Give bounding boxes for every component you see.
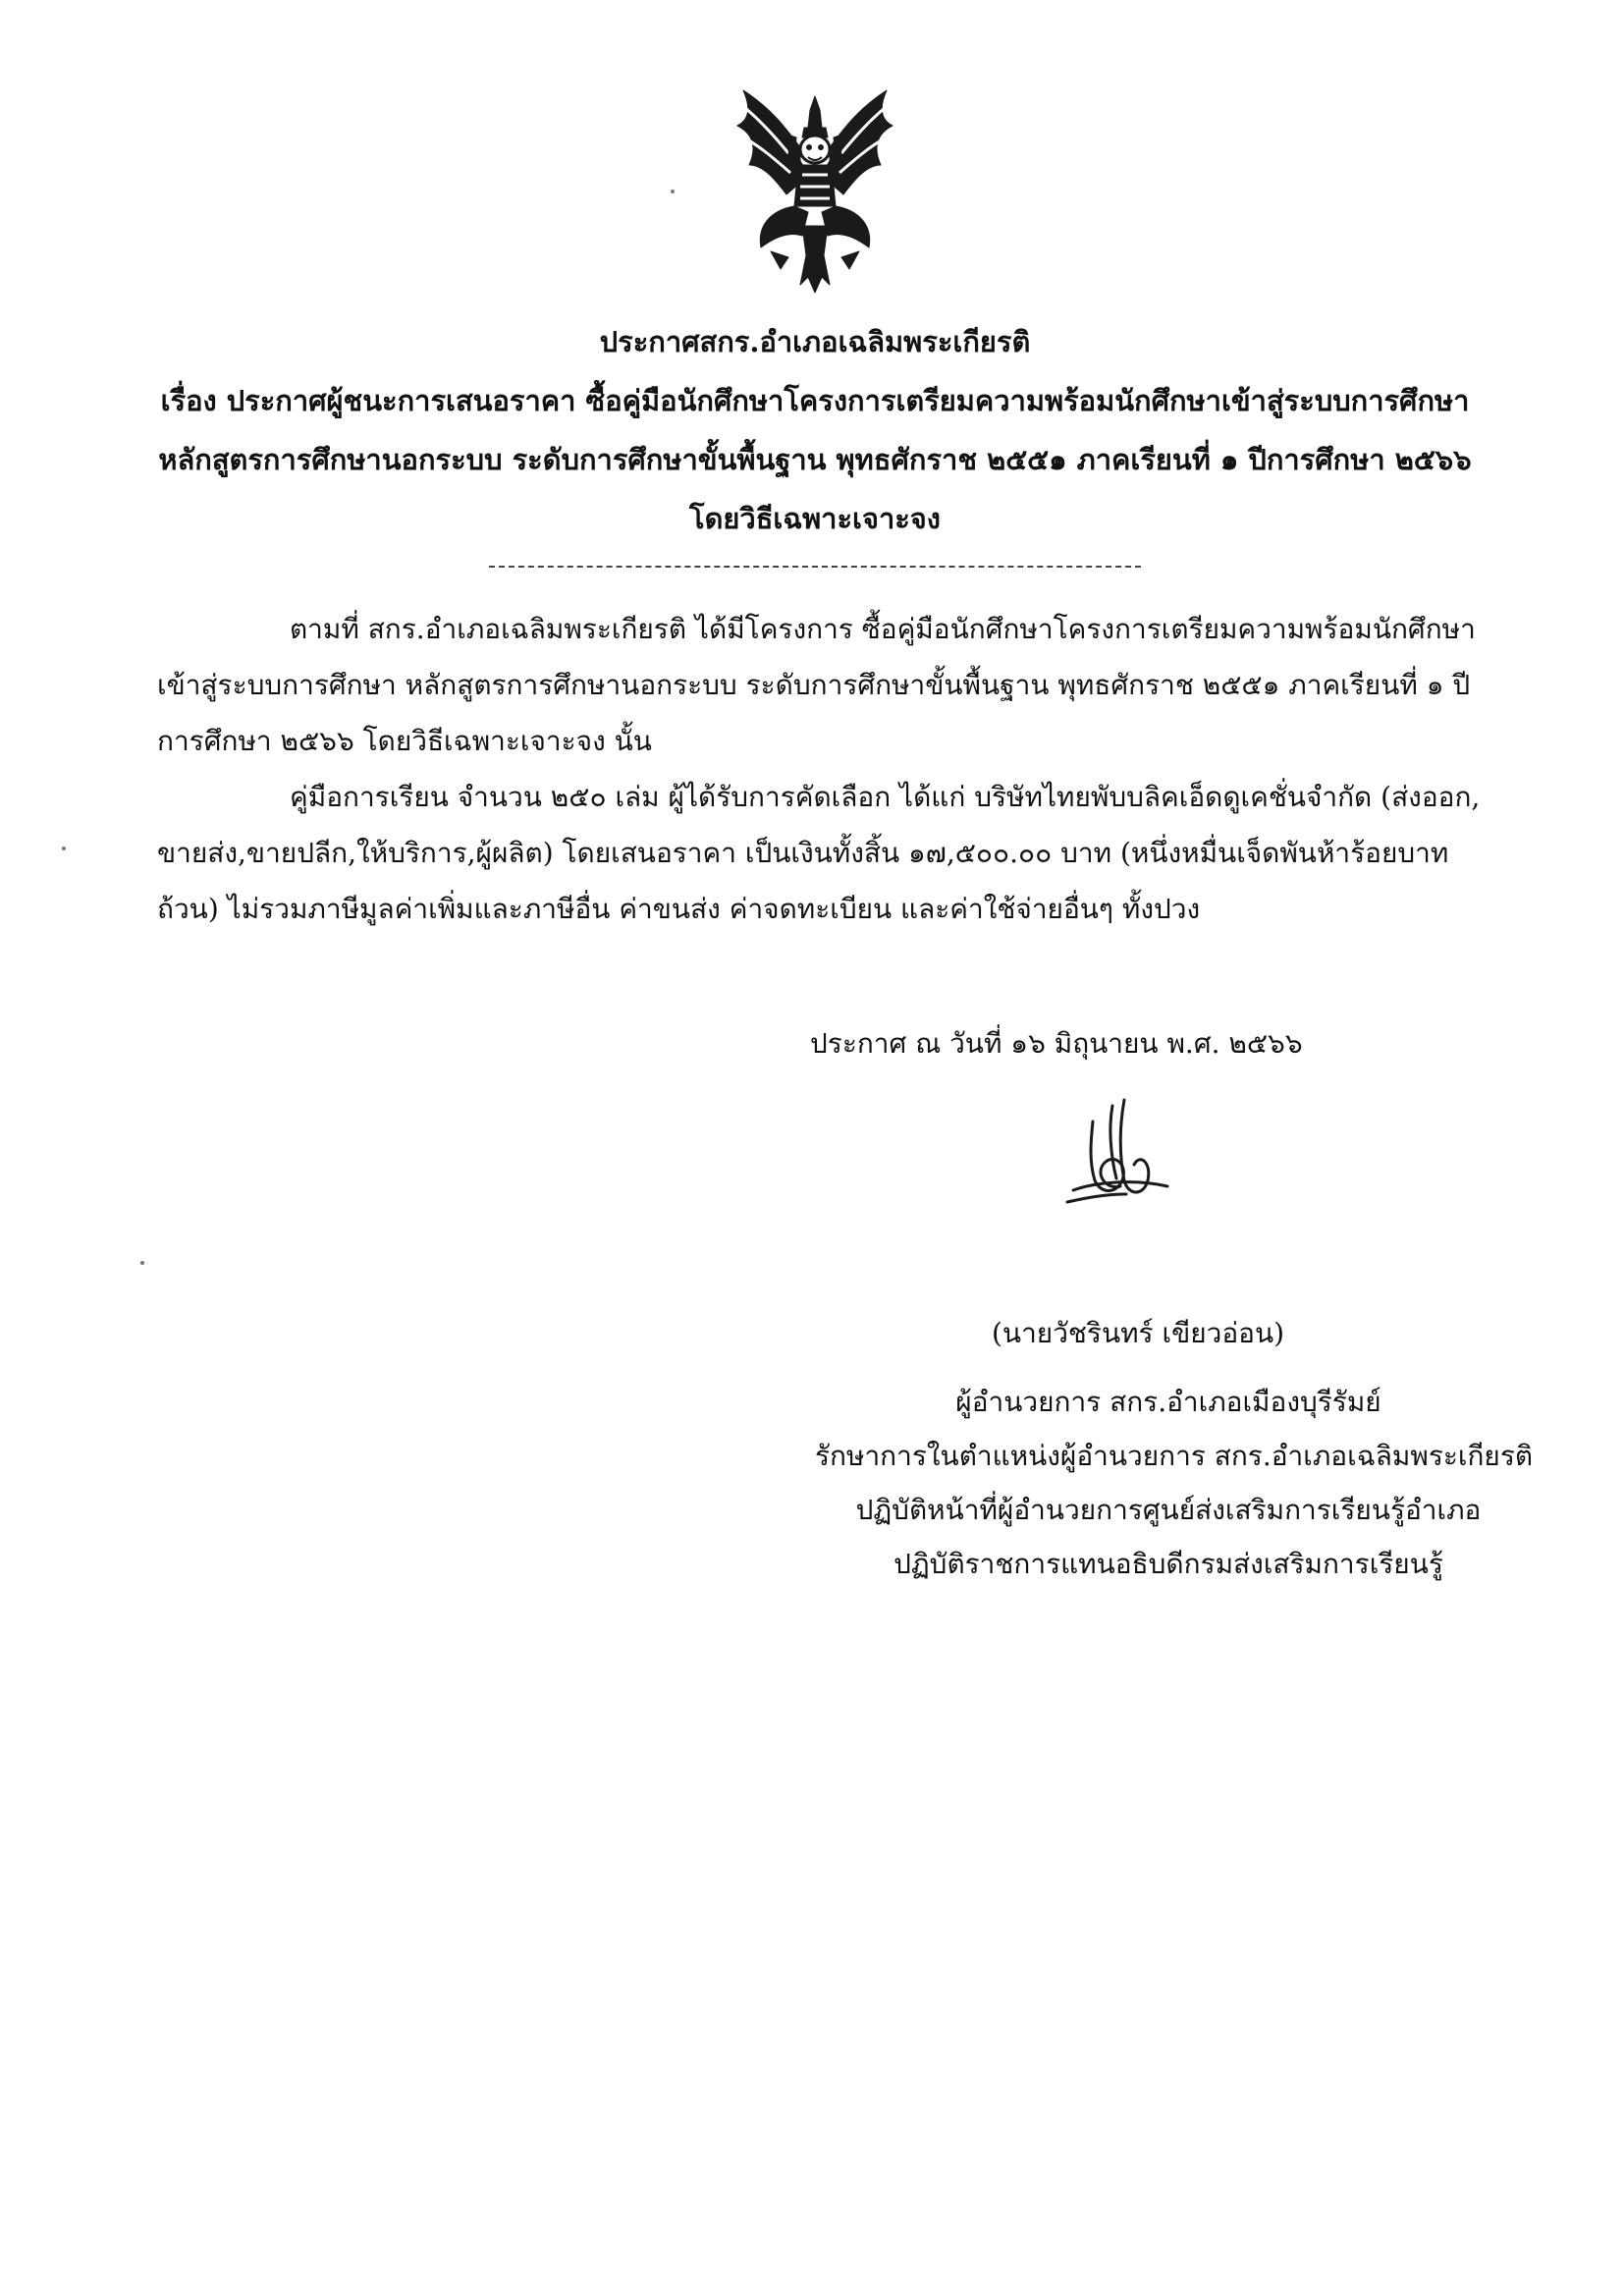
dashed-divider — [489, 566, 1141, 568]
paragraph-line: ตามที่ สกร.อำเภอเฉลิมพระเกียรติ ได้มีโครงการ ซื้อคู่มือนักศึกษาโครงการเตรียมความพร้อมนักศึกษา — [290, 613, 1476, 645]
subject-line: หลักสูตรการศึกษานอกระบบ ระดับการศึกษาขั้นพื้นฐาน พุทธศักราช ๒๕๕๑ ภาคเรียนที่ ๑ ปีการศึกษา ๒๕๖๖ — [158, 443, 1472, 476]
signer-position: ปฏิบัติราชการแทนอธิบดีกรมส่งเสริมการเรียนรู้ — [893, 1548, 1443, 1580]
scan-speck — [671, 190, 675, 193]
announcement-date: ประกาศ ณ วันที่ ๑๖ มิถุนายน พ.ศ. ๒๕๖๖ — [810, 1027, 1303, 1060]
scan-speck — [62, 847, 66, 850]
body-paragraph-1 — [157, 601, 1478, 769]
paragraph-line: การศึกษา ๒๕๖๖ โดยวิธีเฉพาะเจาะจง นั้น — [157, 725, 652, 757]
signer-name: (นายวัชรินทร์ เขียวอ่อน) — [992, 1317, 1285, 1349]
title-line: ประกาศสกร.อำเภอเฉลิมพระเกียรติ — [599, 325, 1031, 358]
subject-line: เรื่อง ประกาศผู้ชนะการเสนอราคา ซื้อคู่มือนักศึกษาโครงการเตรียมความพร้อมนักศึกษาเข้าสู่ระบบการศึกษา — [160, 384, 1470, 417]
signer-position: ผู้อำนวยการ สกร.อำเภอเมืองบุรีรัมย์ — [955, 1386, 1381, 1418]
announcement-title — [147, 312, 1483, 548]
paragraph-line: เข้าสู่ระบบการศึกษา หลักสูตรการศึกษานอกระบบ ระดับการศึกษาขั้นพื้นฐาน พุทธศักราช ๒๕๕๑ ภาคเรียนที่ ๑ ปี — [157, 669, 1471, 701]
signer-position: รักษาการในตำแหน่งผู้อำนวยการ สกร.อำเภอเฉลิมพระเกียรติ — [815, 1440, 1534, 1472]
paragraph-line: คู่มือการเรียน จำนวน ๒๕๐ เล่ม ผู้ได้รับการคัดเลือก ได้แก่ บริษัทไทยพับบลิคเอ็ดดูเคชั่นจำกัด (ส่งออก, — [290, 781, 1481, 813]
signer-position: ปฏิบัติหน้าที่ผู้อำนวยการศูนย์ส่งเสริมการเรียนรู้อำเภอ — [855, 1494, 1482, 1526]
garuda-emblem-icon — [731, 88, 898, 295]
scan-speck — [140, 1261, 144, 1265]
paragraph-line: ขายส่ง,ขายปลีก,ให้บริการ,ผู้ผลิต) โดยเสนอราคา เป็นเงินทั้งสิ้น ๑๗,๕๐๐.๐๐ บาท (หนึ่งหมื่นเจ็ดพันห้าร้อยบาท — [157, 837, 1449, 869]
paragraph-line: ถ้วน) ไม่รวมภาษีมูลค่าเพิ่มและภาษีอื่น ค่าขนส่ง ค่าจดทะเบียน และค่าใช้จ่ายอื่นๆ ทั้งปวง — [157, 893, 1201, 925]
subject-line: โดยวิธีเฉพาะเจาะจง — [689, 502, 941, 535]
body-paragraph-2 — [157, 769, 1481, 937]
handwritten-signature — [1065, 1092, 1173, 1210]
